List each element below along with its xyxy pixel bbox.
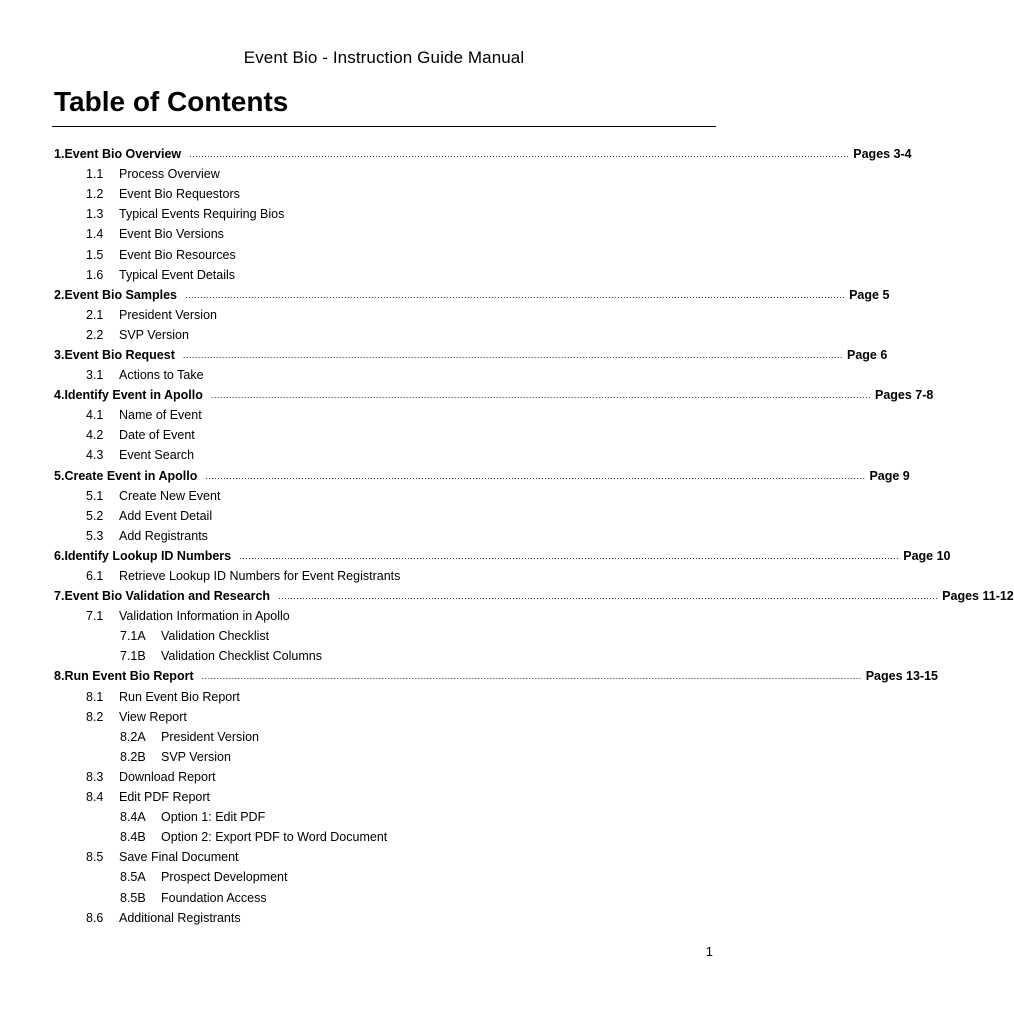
toc-subsection	[0, 486, 768, 506]
toc-entry-number: 4.	[54, 388, 65, 403]
toc-subsection	[0, 908, 768, 928]
toc-entry-number: 8.5	[86, 850, 104, 865]
toc-section	[0, 586, 1014, 606]
toc-entry-title: Typical Events Requiring Bios	[119, 207, 285, 222]
toc-entry-number: 8.1	[86, 689, 104, 704]
toc-entry-title: Create New Event	[119, 488, 221, 503]
toc-entry-number: 7.	[54, 589, 65, 604]
toc-entry-number: 4.3	[86, 448, 104, 463]
toc-entry-number: 1.3	[86, 207, 104, 222]
toc-entry-pages: Pages 11-12	[942, 589, 1014, 604]
toc-entry-title: President Version	[119, 307, 217, 322]
toc-entry-title: Run Event Bio Report	[119, 689, 240, 704]
page-number: 1	[705, 944, 713, 959]
toc-entry-title: Event Bio Resources	[119, 247, 236, 262]
toc-dot-leader: ............................................................................................................................................................................................................................	[210, 390, 871, 401]
toc-entry-number: 8.	[54, 669, 65, 684]
toc-entry-number: 8.5B	[120, 890, 146, 905]
toc-section	[0, 385, 934, 405]
toc-subsection	[0, 887, 768, 907]
toc-entry-number: 6.1	[86, 569, 104, 584]
toc-entry-number: 1.6	[86, 267, 104, 282]
toc-entry-title: Event Bio Versions	[119, 227, 224, 242]
toc-entry-number: 7.1B	[120, 649, 146, 664]
toc-entry-number: 4.1	[86, 408, 104, 423]
toc-entry-title: Add Registrants	[119, 528, 208, 543]
toc-section	[0, 144, 912, 164]
toc-entry-title: Process Overview	[119, 167, 220, 182]
toc-entry-title: Retrieve Lookup ID Numbers for Event Registrants	[119, 569, 401, 584]
toc-subsection	[0, 305, 768, 325]
toc-subsection	[0, 526, 768, 546]
toc-entry-number: 5.1	[86, 488, 104, 503]
toc-entry-title: Add Event Detail	[119, 508, 213, 523]
toc-subsection	[0, 687, 768, 707]
page-title: Table of Contents	[54, 86, 289, 117]
toc-entry-number: 7.1	[86, 609, 104, 624]
table-of-contents	[0, 144, 1014, 928]
toc-subsection	[0, 827, 768, 847]
toc-subsection	[0, 807, 768, 827]
toc-entry-title: Event Bio Request	[64, 347, 175, 362]
toc-entry-number: 4.2	[86, 428, 104, 443]
toc-dot-leader: ............................................................................................................................................................................................................................	[184, 289, 846, 300]
toc-section	[0, 466, 910, 486]
toc-section	[0, 666, 938, 686]
toc-subsection	[0, 425, 768, 445]
toc-entry-number: 1.5	[86, 247, 104, 262]
toc-entry-title: Download Report	[119, 769, 216, 784]
toc-entry-number: 2.	[54, 287, 65, 302]
toc-subsection	[0, 787, 768, 807]
toc-entry-title: Foundation Access	[161, 890, 267, 905]
toc-entry-title: Event Bio Validation and Research	[64, 589, 271, 604]
toc-subsection	[0, 265, 768, 285]
toc-entry-title: Additional Registrants	[119, 910, 241, 925]
toc-entry-title: Event Bio Requestors	[119, 187, 240, 202]
toc-entry-title: Prospect Development	[161, 870, 288, 885]
toc-subsection	[0, 325, 768, 345]
toc-entry-number: 8.2B	[120, 749, 146, 764]
toc-entry-number: 8.2A	[120, 729, 146, 744]
toc-subsection	[0, 626, 768, 646]
toc-entry-title: Typical Event Details	[119, 267, 236, 282]
toc-dot-leader: ............................................................................................................................................................................................................................	[189, 149, 850, 160]
toc-subsection	[0, 646, 768, 666]
toc-dot-leader: ............................................................................................................................................................................................................................	[239, 550, 900, 561]
toc-subsection	[0, 184, 768, 204]
toc-entry-number: 2.2	[86, 327, 104, 342]
toc-subsection	[0, 747, 768, 767]
toc-entry-pages: Pages 13-15	[865, 669, 938, 684]
toc-entry-title: Actions to Take	[119, 368, 204, 383]
toc-entry-title: Run Event Bio Report	[64, 669, 194, 684]
toc-subsection	[0, 164, 768, 184]
toc-subsection	[0, 566, 768, 586]
toc-entry-title: View Report	[119, 709, 187, 724]
toc-entry-number: 1.4	[86, 227, 104, 242]
toc-entry-pages: Pages 7-8	[874, 388, 934, 403]
toc-entry-title: Create Event in Apollo	[64, 468, 198, 483]
toc-subsection	[0, 405, 768, 425]
toc-dot-leader: ............................................................................................................................................................................................................................	[201, 671, 862, 682]
toc-entry-number: 2.1	[86, 307, 104, 322]
toc-subsection	[0, 847, 768, 867]
toc-entry-title: President Version	[161, 729, 259, 744]
toc-subsection	[0, 204, 768, 224]
toc-entry-number: 8.3	[86, 769, 104, 784]
toc-entry-pages: Page 9	[869, 468, 910, 483]
toc-entry-title: Name of Event	[119, 408, 202, 423]
toc-subsection	[0, 224, 768, 244]
toc-entry-number: 1.2	[86, 187, 104, 202]
toc-subsection	[0, 707, 768, 727]
toc-subsection	[0, 606, 768, 626]
toc-entry-pages: Page 5	[849, 287, 890, 302]
toc-subsection	[0, 506, 768, 526]
toc-entry-title: Date of Event	[119, 428, 195, 443]
toc-dot-leader: ............................................................................................................................................................................................................................	[205, 470, 866, 481]
toc-section	[0, 285, 890, 305]
toc-entry-number: 8.5A	[120, 870, 146, 885]
toc-section	[0, 546, 951, 566]
toc-entry-number: 5.	[54, 468, 65, 483]
toc-subsection	[0, 727, 768, 747]
toc-subsection	[0, 365, 768, 385]
toc-subsection	[0, 767, 768, 787]
toc-subsection	[0, 244, 768, 264]
toc-entry-title: Option 2: Export PDF to Word Document	[161, 830, 388, 845]
toc-entry-title: Validation Information in Apollo	[119, 609, 290, 624]
toc-entry-pages: Page 6	[846, 347, 888, 362]
toc-dot-leader: ............................................................................................................................................................................................................................	[182, 349, 843, 360]
toc-entry-title: Save Final Document	[119, 850, 239, 865]
toc-entry-pages: Pages 3-4	[853, 147, 912, 162]
toc-entry-number: 7.1A	[120, 629, 146, 644]
toc-entry-number: 8.6	[86, 910, 104, 925]
title-divider	[52, 126, 716, 127]
toc-entry-number: 8.4A	[120, 810, 146, 825]
toc-entry-number: 5.2	[86, 508, 104, 523]
toc-entry-number: 8.4B	[120, 830, 146, 845]
toc-section	[0, 345, 888, 365]
toc-entry-title: SVP Version	[119, 327, 189, 342]
toc-entry-title: Validation Checklist Columns	[161, 649, 322, 664]
toc-entry-number: 8.4	[86, 790, 104, 805]
document-header: Event Bio - Instruction Guide Manual	[243, 48, 525, 67]
toc-entry-title: Event Bio Samples	[64, 287, 177, 302]
toc-entry-number: 8.2	[86, 709, 104, 724]
toc-entry-title: Validation Checklist	[161, 629, 270, 644]
toc-subsection	[0, 867, 768, 887]
toc-entry-number: 5.3	[86, 528, 104, 543]
toc-entry-number: 3.	[54, 347, 65, 362]
toc-entry-pages: Page 10	[903, 548, 951, 563]
toc-dot-leader: ............................................................................................................................................................................................................................	[278, 591, 939, 602]
toc-entry-number: 1.	[54, 147, 65, 162]
toc-entry-title: Identify Lookup ID Numbers	[64, 548, 232, 563]
toc-entry-title: Event Bio Overview	[64, 147, 182, 162]
toc-entry-number: 3.1	[86, 368, 104, 383]
toc-entry-number: 6.	[54, 548, 65, 563]
toc-entry-title: SVP Version	[161, 749, 231, 764]
toc-entry-number: 1.1	[86, 167, 104, 182]
toc-entry-title: Edit PDF Report	[119, 790, 211, 805]
toc-entry-title: Event Search	[119, 448, 195, 463]
toc-entry-title: Identify Event in Apollo	[64, 388, 203, 403]
toc-entry-title: Option 1: Edit PDF	[161, 810, 266, 825]
toc-subsection	[0, 445, 768, 465]
